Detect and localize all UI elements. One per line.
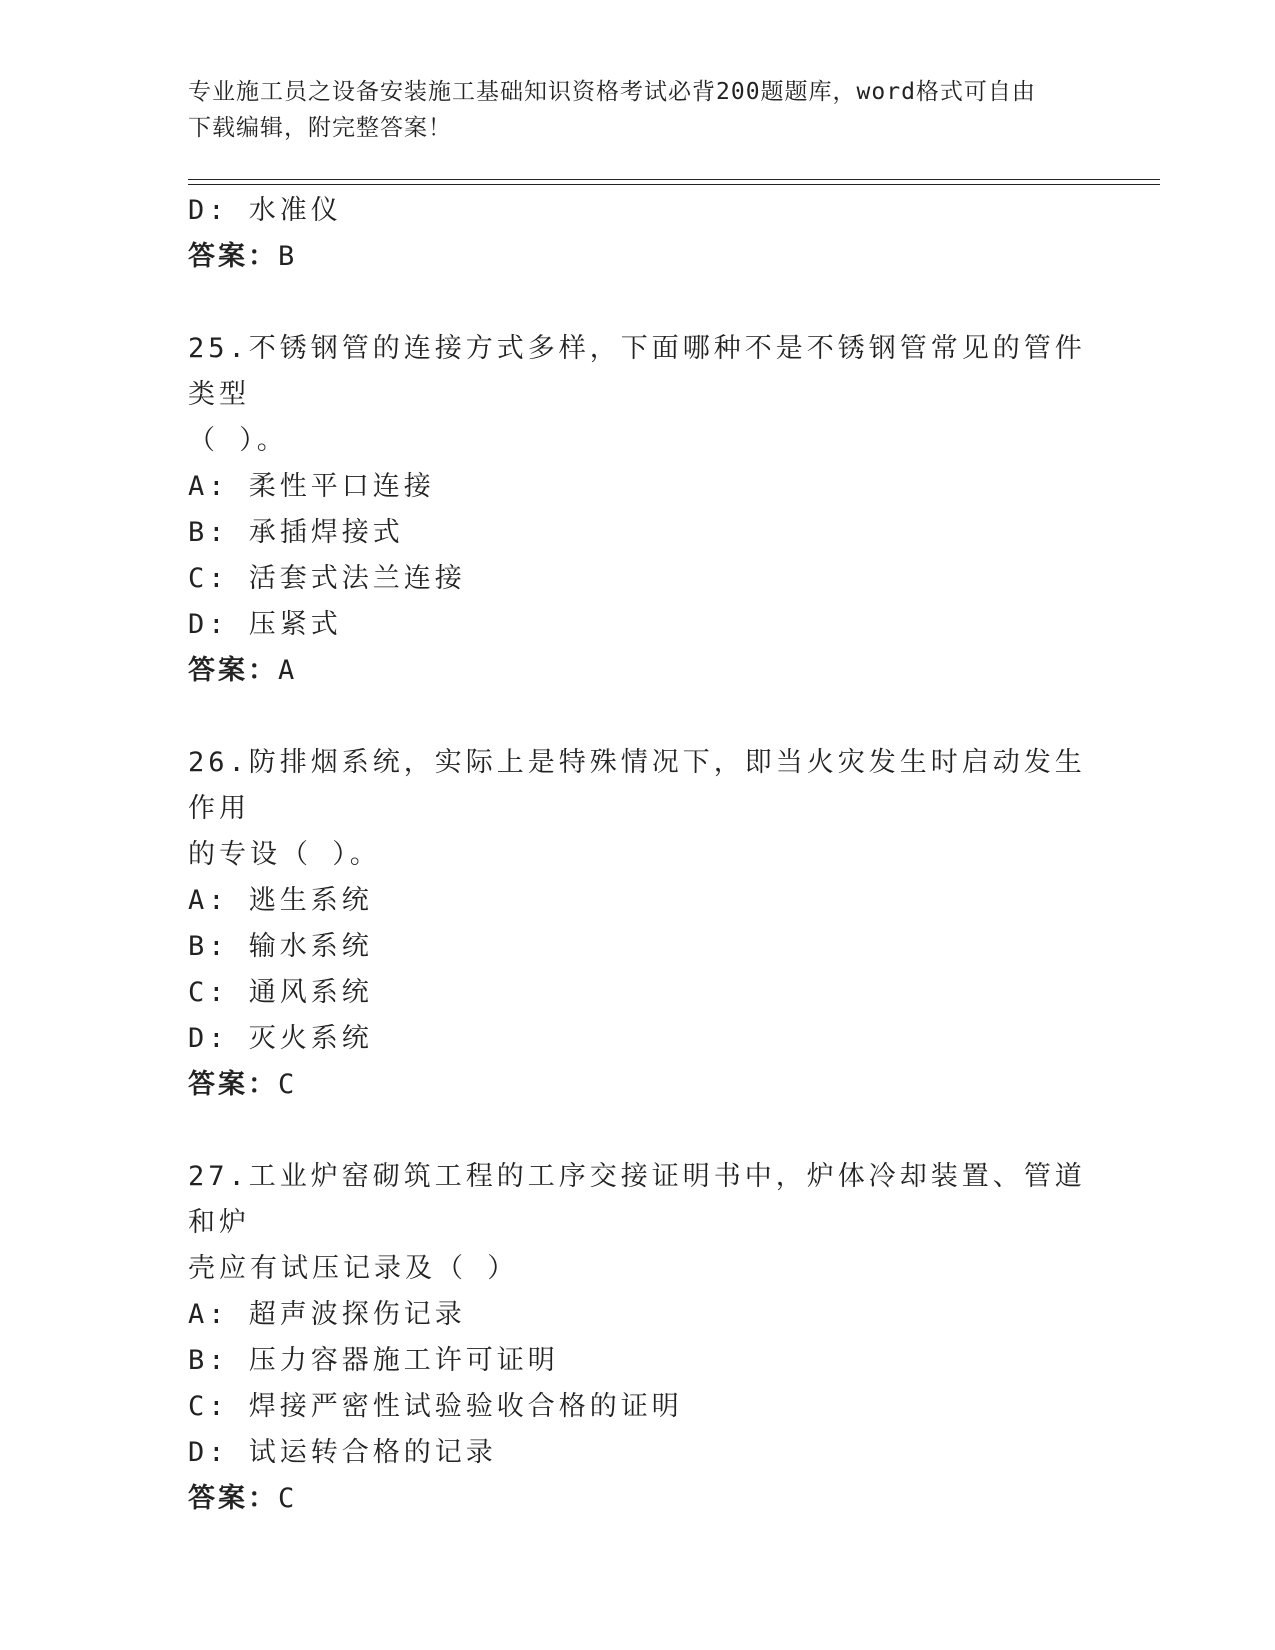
option-b: B: 输水系统 bbox=[188, 931, 373, 962]
option-d: D: 试运转合格的记录 bbox=[188, 1437, 497, 1468]
question-26 bbox=[188, 740, 1088, 1108]
header-line-2: 下载编辑，附完整答案！ bbox=[188, 115, 452, 141]
question-27 bbox=[188, 1154, 1088, 1522]
option-a: A: 超声波探伤记录 bbox=[188, 1299, 466, 1330]
answer-line bbox=[188, 234, 1088, 280]
answer-label: 答案： bbox=[188, 241, 278, 272]
option-c: C: 通风系统 bbox=[188, 977, 373, 1008]
previous-question-tail bbox=[188, 188, 1088, 280]
answer-line bbox=[188, 1476, 1088, 1522]
question-text-line-2: 的专设（ ）。 bbox=[188, 839, 381, 870]
question-text-line-1: 27.工业炉窑砌筑工程的工序交接证明书中，炉体冷却装置、管道和炉 bbox=[188, 1161, 1086, 1238]
option-b: B: 承插焊接式 bbox=[188, 517, 404, 548]
question-list bbox=[188, 188, 1088, 1522]
answer-value: A bbox=[278, 655, 298, 686]
question-text-line-2: 壳应有试压记录及（ ） bbox=[188, 1253, 519, 1284]
answer-value: C bbox=[278, 1483, 298, 1514]
answer-label: 答案： bbox=[188, 655, 278, 686]
question-25 bbox=[188, 326, 1088, 694]
question-text-line-2: （ ）。 bbox=[188, 425, 288, 456]
option-d: D: 水准仪 bbox=[188, 195, 342, 226]
answer-value: B bbox=[278, 241, 298, 272]
option-a: A: 逃生系统 bbox=[188, 885, 373, 916]
option-b: B: 压力容器施工许可证明 bbox=[188, 1345, 559, 1376]
option-d: D: 灭火系统 bbox=[188, 1023, 373, 1054]
answer-line bbox=[188, 1062, 1088, 1108]
option-d: D: 压紧式 bbox=[188, 609, 342, 640]
answer-line bbox=[188, 648, 1088, 694]
option-c: C: 活套式法兰连接 bbox=[188, 563, 466, 594]
document-header bbox=[188, 74, 1088, 146]
answer-value: C bbox=[278, 1069, 298, 1100]
question-text-line-1: 25.不锈钢管的连接方式多样，下面哪种不是不锈钢管常见的管件类型 bbox=[188, 333, 1086, 410]
answer-label: 答案： bbox=[188, 1483, 278, 1514]
option-a: A: 柔性平口连接 bbox=[188, 471, 435, 502]
header-divider-top bbox=[188, 179, 1160, 180]
header-line-1: 专业施工员之设备安装施工基础知识资格考试必背200题题库，word格式可自由 bbox=[188, 79, 1036, 105]
header-divider-bottom bbox=[188, 184, 1160, 185]
question-text-line-1: 26.防排烟系统，实际上是特殊情况下，即当火灾发生时启动发生作用 bbox=[188, 747, 1086, 824]
option-c: C: 焊接严密性试验验收合格的证明 bbox=[188, 1391, 683, 1422]
answer-label: 答案： bbox=[188, 1069, 278, 1100]
